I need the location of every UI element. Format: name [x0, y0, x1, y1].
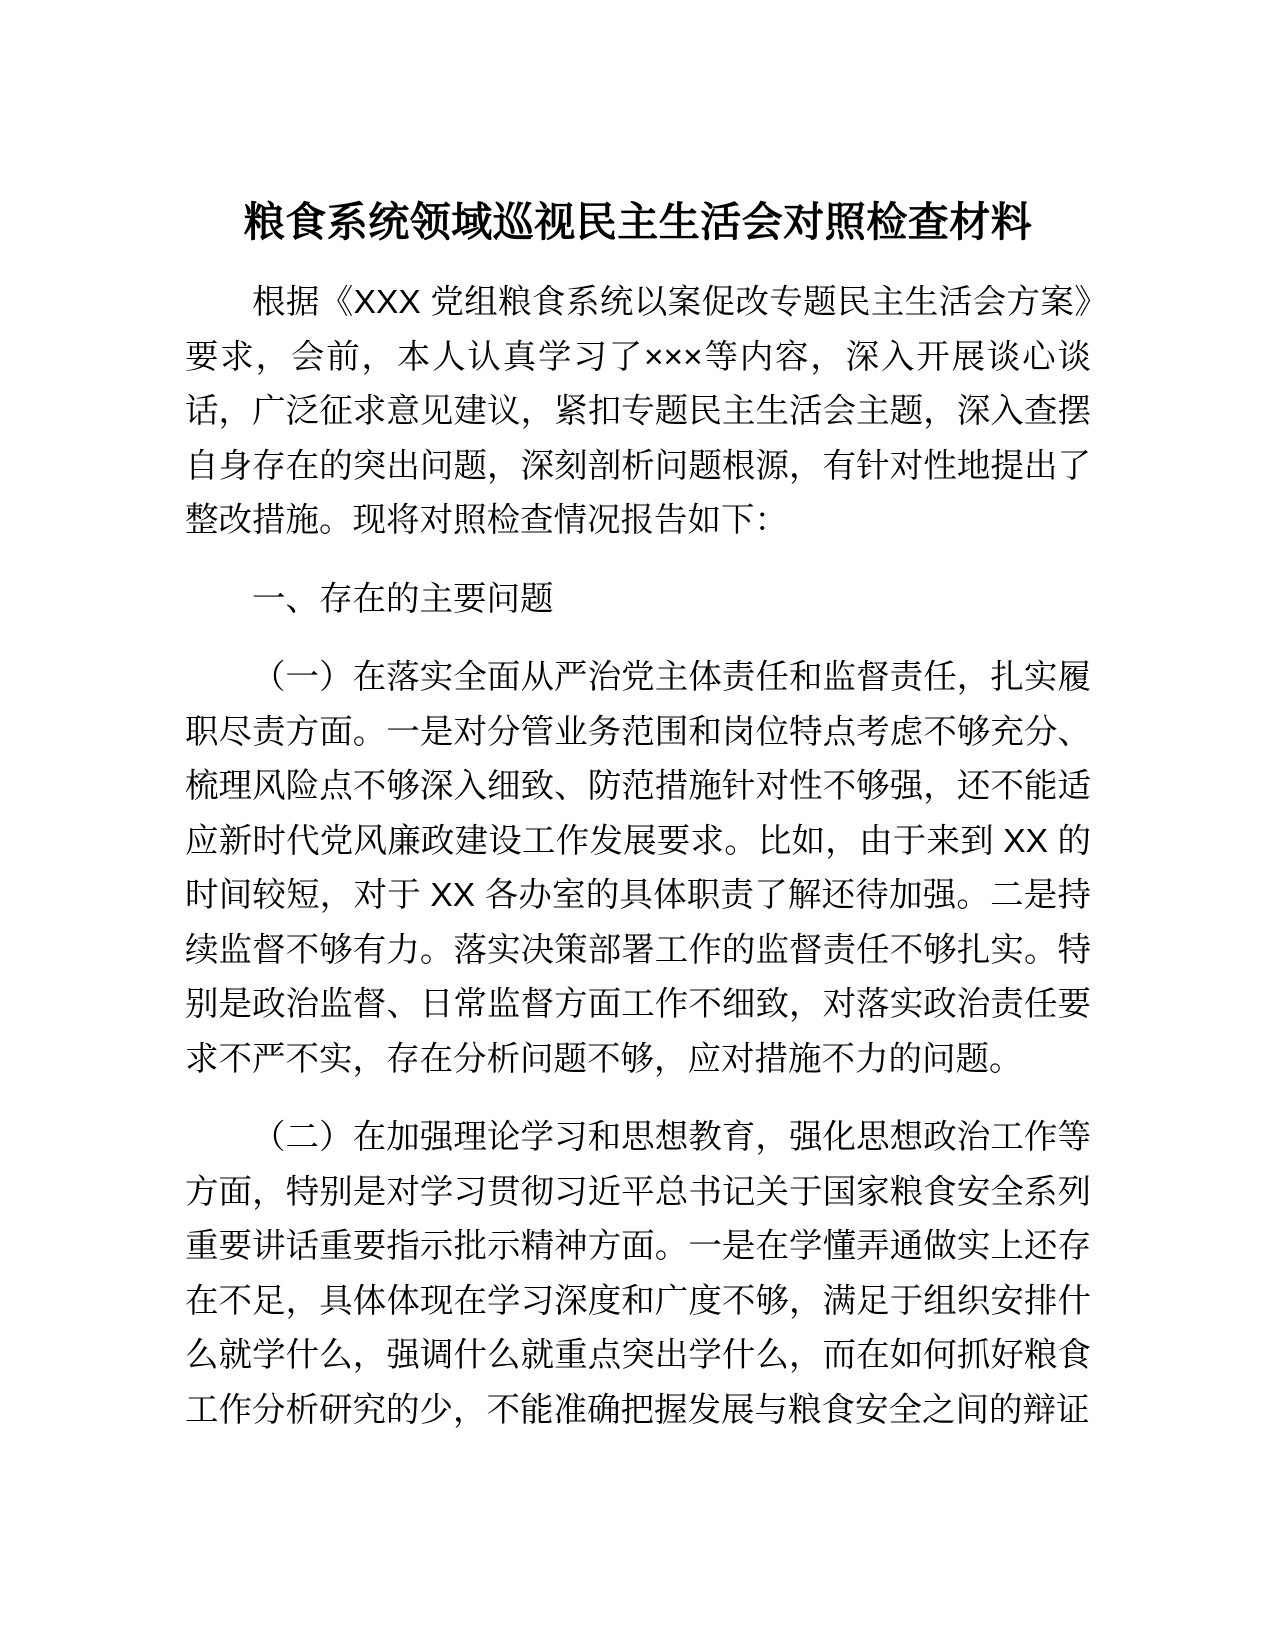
paragraph-intro: 根据《XXX 党组粮食系统以案促改专题民主生活会方案》要求，会前，本人认真学习了×××等内容，深入开展谈心谈话，广泛征求意见建议，紧扣专题民主生活会主题，深入查摆自身存在的突出问题，深刻剖析问题根源，有针对性地提出了整改措施。现将对照检查情况报告如下：	[185, 284, 1091, 540]
document-content	[185, 0, 1091, 1438]
paragraph-item-two: （二）在加强理论学习和思想教育，强化思想政治工作等方面，特别是对学习贯彻习近平总书记关于国家粮食安全系列重要讲话重要指示批示精神方面。一是在学懂弄通做实上还存在不足，具体体现在学习深度和广度不够，满足于组织安排什么就学什么，强调什么就重点突出学什么，而在如何抓好粮食工作分析研究的少，不能准确把握发展与粮食安全之间的辩证	[185, 1119, 1091, 1429]
paragraph-item-one: （一）在落实全面从严治党主体责任和监督责任，扎实履职尽责方面。一是对分管业务范围和岗位特点考虑不够充分、梳理风险点不够深入细致、防范措施针对性不够强，还不能适应新时代党风廉政建设工作发展要求。比如，由于来到 XX 的时间较短，对于 XX 各办室的具体职责了解还待加强。二是持续监督不够有力。落实决策部署工作的监督责任不够扎实。特别是政治监督、日常监督方面工作不细致，对落实政治责任要求不严不实，存在分析问题不够，应对措施不力的问题。	[185, 659, 1091, 1078]
page-title: 粮食系统领域巡视民主生活会对照检查材料	[243, 199, 1033, 245]
section-heading-one: 一、存在的主要问题	[252, 580, 554, 618]
